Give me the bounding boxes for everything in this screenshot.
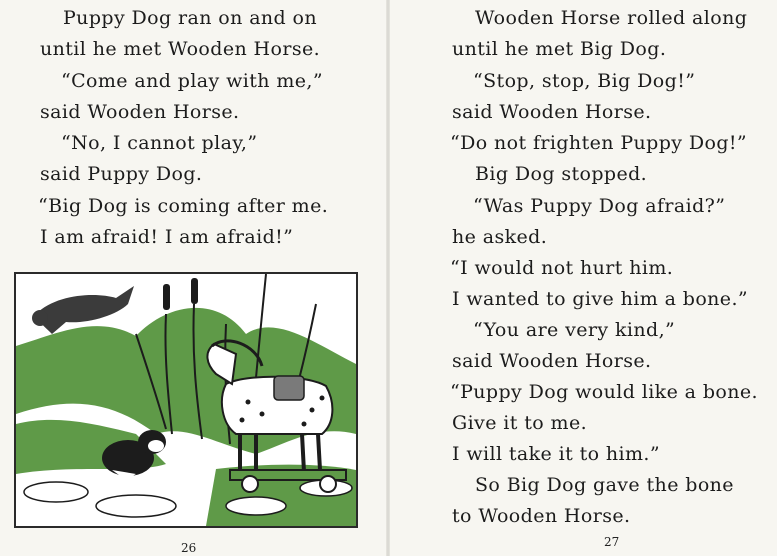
left-line-6: said Puppy Dog. [40,163,203,185]
story-illustration [14,272,358,528]
right-line-1: Wooden Horse rolled along [475,7,748,29]
left-line-4: said Wooden Horse. [40,101,240,123]
left-line-5: “No, I cannot play,” [61,132,258,154]
right-line-8: he asked. [452,226,548,248]
right-line-13: “Puppy Dog would like a bone. [450,381,758,403]
right-line-9: “I would not hurt him. [450,257,674,279]
cattail [191,278,198,304]
page-number-right: 27 [604,535,620,549]
right-line-11: “You are very kind,” [473,319,676,341]
cattail [163,284,170,310]
right-line-16: So Big Dog gave the bone [475,474,734,496]
illustration-drawing [16,274,356,526]
left-page [0,0,388,556]
left-line-3: “Come and play with me,” [61,70,323,92]
left-line-1: Puppy Dog ran on and on [63,7,318,29]
left-line-8: I am afraid! I am afraid!” [40,226,294,248]
right-line-12: said Wooden Horse. [452,350,652,372]
stone [24,482,88,502]
page-number-left: 26 [181,541,197,555]
right-line-5: “Do not frighten Puppy Dog!” [450,132,748,154]
right-line-14: Give it to me. [452,412,588,434]
stone [226,497,286,515]
right-line-6: Big Dog stopped. [475,163,648,185]
right-line-17: to Wooden Horse. [452,505,631,527]
right-line-4: said Wooden Horse. [452,101,652,123]
left-line-2: until he met Wooden Horse. [40,38,321,60]
right-line-10: I wanted to give him a bone.” [452,288,748,310]
right-line-15: I will take it to him.” [452,443,660,465]
right-line-3: “Stop, stop, Big Dog!” [473,70,696,92]
left-line-7: “Big Dog is coming after me. [38,195,329,217]
stone [96,495,176,517]
right-line-7: “Was Puppy Dog afraid?” [473,195,726,217]
right-page [389,0,777,556]
right-line-2: until he met Big Dog. [452,38,667,60]
